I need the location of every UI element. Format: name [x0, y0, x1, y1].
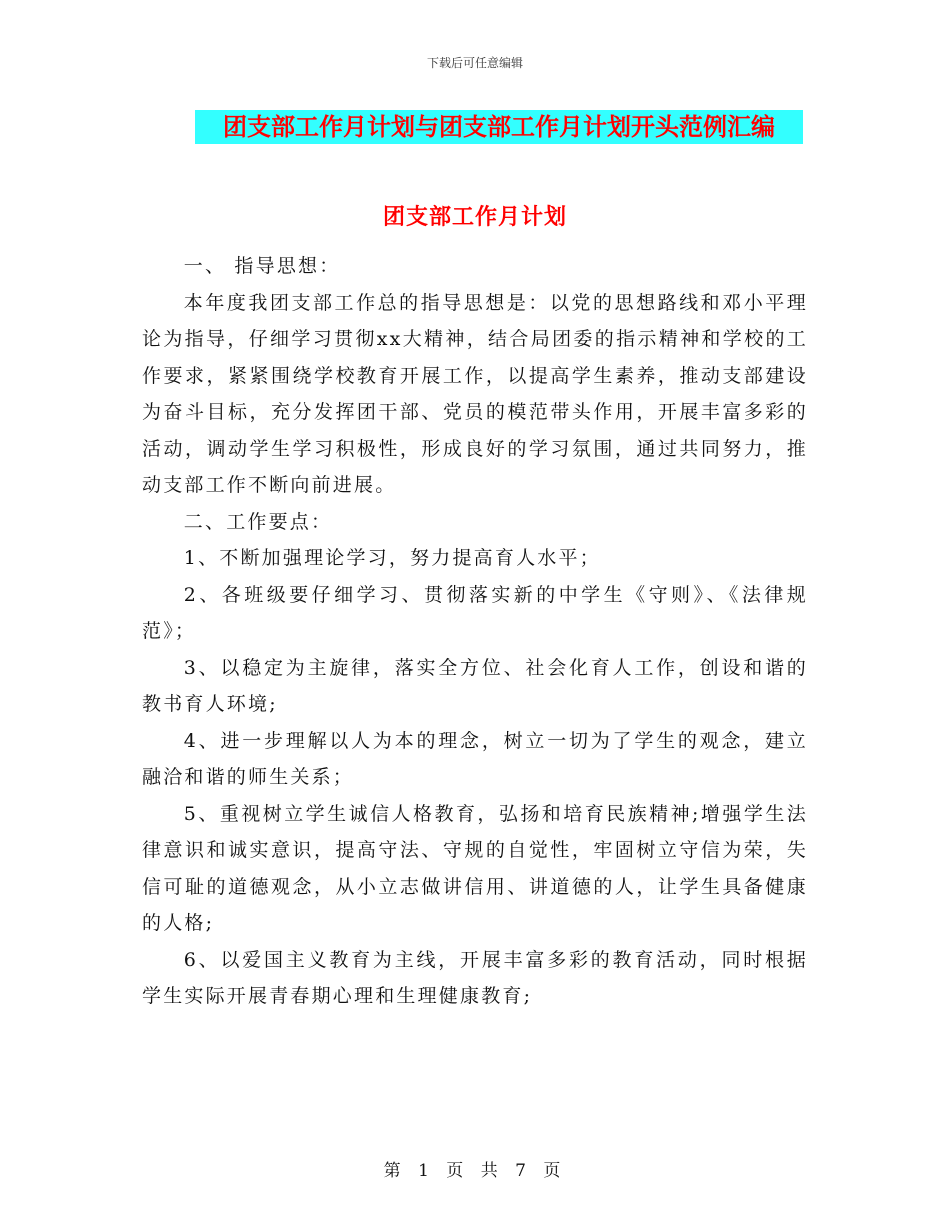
- list-item: 1、不断加强理论学习，努力提高育人水平；: [183, 547, 601, 569]
- main-title: 团支部工作月计划与团支部工作月计划开头范例汇编: [195, 110, 803, 144]
- list-item: 3、以稳定为主旋律，落实全方位、社会化育人工作，创设和谐的教书育人环境;: [142, 656, 808, 715]
- list-item: 5、重视树立学生诚信人格教育，弘扬和培育民族精神;增强学生法律意识和诚实意识，提高守法、守规的自觉性，牢固树立守信为荣，失信可耻的道德观念，从小立志做讲信用、讲道德的人，让学生具备健康的人格;: [142, 802, 808, 934]
- document-body: [142, 248, 808, 1015]
- list-item: 4、进一步理解以人为本的理念，树立一切为了学生的观念，建立融洽和谐的师生关系；: [142, 729, 808, 788]
- paragraph: 本年度我团支部工作总的指导思想是：以党的思想路线和邓小平理论为指导，仔细学习贯彻xx大精神，结合局团委的指示精神和学校的工作要求，紧紧围绕学校教育开展工作，以提高学生素养，推动支部建设为奋斗目标，充分发挥团干部、党员的模范带头作用，开展丰富多彩的活动，调动学生学习积极性，形成良好的学习氛围，通过共同努力，推动支部工作不断向前进展。: [142, 291, 808, 496]
- section-heading: 一、 指导思想：: [183, 255, 341, 277]
- page-number: 第 1 页 共 7 页: [383, 1161, 567, 1181]
- list-item: 2、各班级要仔细学习、贯彻落实新的中学生《守则》、《法律规范》；: [142, 583, 808, 642]
- header-note: 下载后可任意编辑: [426, 56, 523, 70]
- list-item: 6、以爱国主义教育为主线，开展丰富多彩的教育活动，同时根据学生实际开展青春期心理和生理健康教育;: [142, 948, 808, 1007]
- section-heading: 二、工作要点：: [183, 510, 333, 533]
- section-title: 团支部工作月计划: [382, 205, 567, 230]
